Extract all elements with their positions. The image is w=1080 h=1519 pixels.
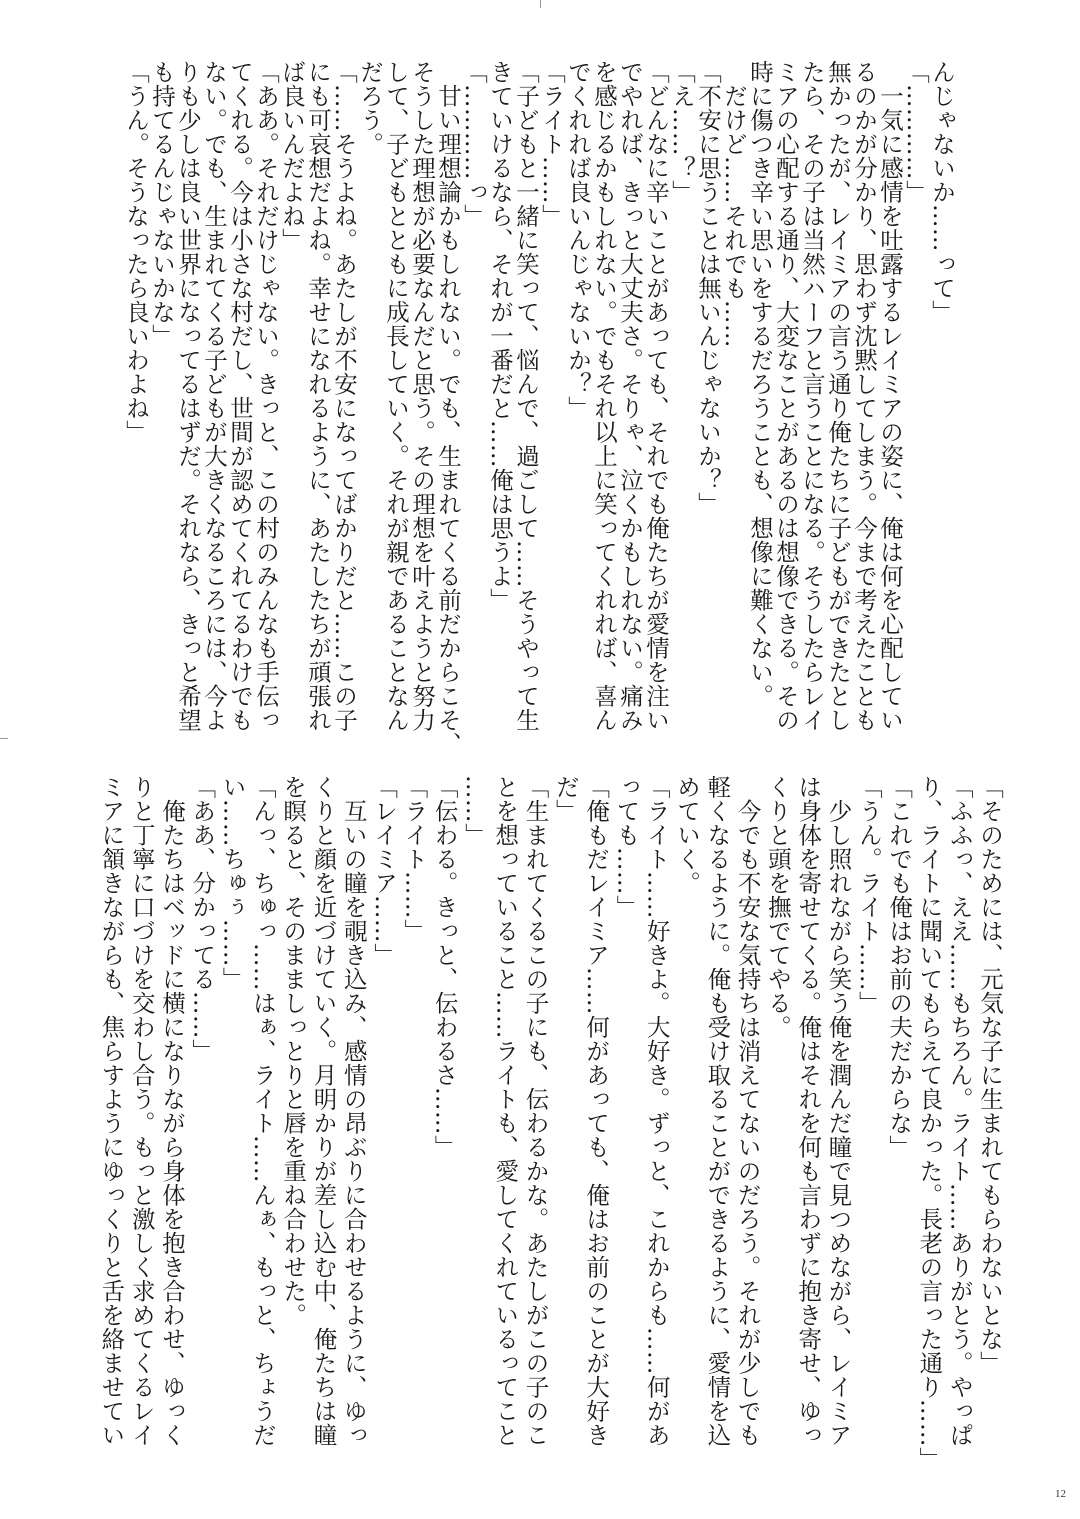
text-line: ない。でも、生まれてくる子どもが大きくなるころには、今よ — [200, 60, 228, 732]
text-line: も持てるんじゃないかな」 — [148, 60, 176, 348]
text-line: りも少しは良い世界になってるはずだ。それなら、きっと希望 — [174, 60, 202, 732]
text-line: ミアに頷きながらも、焦らすようにゆっくりと舌を絡ませてい — [97, 775, 126, 1447]
text-line: い……ちゅぅ……」 — [218, 775, 247, 991]
text-line: 時に傷つき辛い思いをするだろうことも、想像に難くない。 — [746, 60, 774, 708]
text-line: にも可哀想だよね。幸せになれるように、あたしたちが頑張れ — [304, 60, 332, 732]
text-line: 「子どもと一緒に笑って、悩んで、過ごして……そうやって生 — [512, 60, 540, 732]
text-line: きていけるなら、それが一番だと……俺は思うよ」 — [486, 60, 514, 612]
text-line: 「伝わる。きっと、伝わるさ……」 — [430, 775, 459, 1159]
text-line: 「ライト……」 — [400, 775, 429, 943]
text-line: 互いの瞳を覗き込み、感情の昂ぶりに合わせるように、ゆっ — [339, 775, 368, 1447]
text-line: は身体を寄せてくる。俺はそれを何も言わずに抱き寄せ、ゆっ — [794, 775, 823, 1447]
crop-mark-left — [0, 738, 8, 739]
text-line: てくれる。今は小さな村だし、世間が認めてくれてるわけでも — [226, 60, 254, 732]
text-line: 軽くなるように。俺も受け取ることができるように、愛情を込 — [703, 775, 732, 1447]
text-line: 「どんなに辛いことがあっても、それでも俺たちが愛情を注い — [642, 60, 670, 732]
text-line: 少し照れながら笑う俺を潤んだ瞳で見つめながら、レイミア — [824, 775, 853, 1447]
text-line: 「え……？」 — [668, 60, 696, 204]
text-line: 「ライト……」 — [538, 60, 566, 228]
text-line: くりと顔を近づけていく。月明かりが差し込む中、俺たちは瞳 — [309, 775, 338, 1447]
text-line: 「不安に思うことは無いんじゃないか？」 — [694, 60, 722, 516]
text-block-lower — [95, 775, 1005, 1471]
text-line: たら、その子は当然ハーフと言うことになる。そうしたらレイ — [798, 60, 826, 732]
text-line: 一気に感情を吐露するレイミアの姿に、俺は何を心配してい — [876, 60, 904, 732]
text-line: めていく。 — [673, 775, 702, 895]
text-line: 「これでも俺はお前の夫だからな」 — [885, 775, 914, 1159]
text-line: ミアの心配する通り、大変なことがあるのは想像できる。その — [772, 60, 800, 732]
text-line: 「……そうよね。あたしが不安になってばかりだと……この子 — [330, 60, 358, 732]
text-line: でくれれば良いんじゃないか？」 — [564, 60, 592, 420]
text-line: 「生まれてくるこの子にも、伝わるかな。あたしがこの子のこ — [521, 775, 550, 1447]
text-line: ……」 — [460, 775, 489, 847]
text-line: 「俺もだレイミア……何があっても、俺はお前のことが大好き — [582, 775, 611, 1447]
text-line: を瞑ると、そのまましっとりと唇を重ね合わせた。 — [279, 775, 308, 1327]
text-block-upper — [120, 60, 956, 756]
text-line: だろう。 — [356, 60, 384, 156]
text-line: 「そのためには、元気な子に生まれてもらわないとな」 — [976, 775, 1004, 1375]
page-number: 12 — [1055, 1488, 1066, 1500]
text-line: 「うん。そうなったら良いわよね」 — [122, 60, 150, 444]
text-line: 「うん。ライト……」 — [854, 775, 883, 1015]
text-line: とを想っていること……ライトも、愛してくれているってこと — [491, 775, 520, 1447]
text-line: そうした理想が必要なんだと思う。その理想を叶えようと努力 — [408, 60, 436, 732]
text-line: ば良いんだよね」 — [278, 60, 306, 252]
text-line: だ」 — [551, 775, 580, 823]
text-line: を感じるかもしれない。でもそれ以上に笑ってくれれば、喜ん — [590, 60, 618, 732]
text-line: 「…………」 — [902, 60, 930, 204]
text-line: 「ふふっ、ええ……もちろん。ライト……ありがとう。やっぱ — [945, 775, 974, 1447]
text-line: 「ああ。それだけじゃない。きっと、この村のみんなも手伝っ — [252, 60, 280, 732]
text-line: っても……」 — [612, 775, 641, 919]
text-line: 「ああ、分かってる……」 — [188, 775, 217, 1063]
text-line: 俺たちはベッドに横になりながら身体を抱き合わせ、ゆっく — [157, 775, 186, 1447]
crop-mark-top — [540, 0, 541, 8]
text-line: 無かったが、レイミアの言う通り俺たちに子どもができたとし — [824, 60, 852, 732]
text-line: して、子どもとともに成長していく。それが親であることなん — [382, 60, 410, 732]
text-line: るのかが分かり、思わず沈黙してしまう。今まで考えたことも — [850, 60, 878, 732]
text-line: んじゃないか……って」 — [928, 60, 956, 324]
text-line: 今でも不安な気持ちは消えてないのだろう。それが少しでも — [733, 775, 762, 1447]
text-line: くりと頭を撫でてやる。 — [763, 775, 792, 1039]
text-line: 「レイミア……」 — [370, 775, 399, 967]
text-line: りと丁寧に口づけを交わし合う。もっと激しく求めてくるレイ — [127, 775, 156, 1447]
text-line: 「ライト……好きよ。大好き。ずっと、これからも……何があ — [642, 775, 671, 1447]
text-line: 「…………っ」 — [460, 60, 488, 228]
text-line: でやれば、きっと大丈夫さ。そりゃ、泣くかもしれない。痛み — [616, 60, 644, 732]
text-line: 甘い理想論かもしれない。でも、生まれてくる前だからこそ、 — [434, 60, 462, 756]
text-line: 「んっ、ちゅっ……はぁ、ライト……んぁ、もっと、ちょうだ — [248, 775, 277, 1447]
text-line: り、ライトに聞いてもらえて良かった。長老の言った通り……」 — [915, 775, 944, 1471]
text-line: だけど……それでも…… — [720, 60, 748, 348]
